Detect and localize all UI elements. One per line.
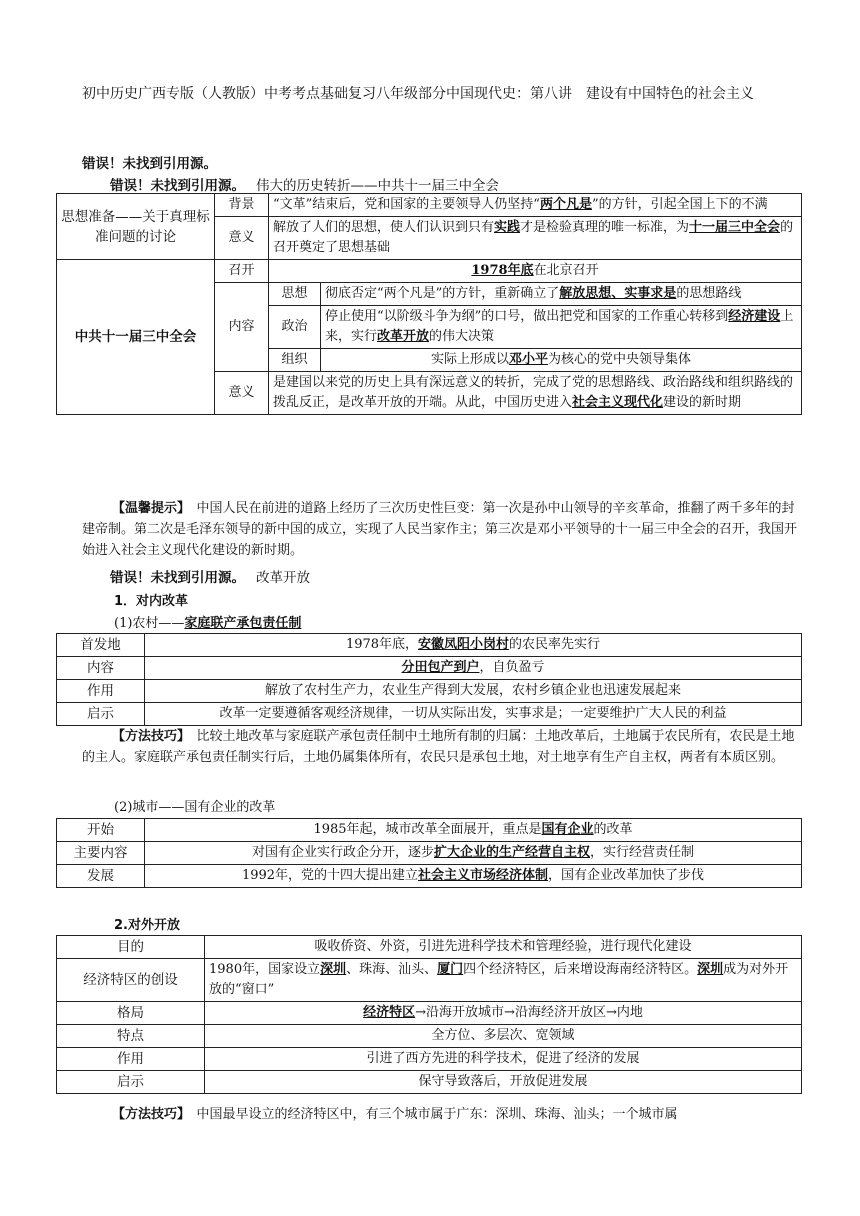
- cell-origin: 1978年底，安徽凤阳小岗村的农民率先实行: [145, 634, 802, 657]
- label-content-2: 内容: [57, 657, 145, 680]
- cell-convene: 1978年底在北京召开: [269, 260, 802, 283]
- label-origin: 首发地: [57, 634, 145, 657]
- cell-effect: 解放了农村生产力，农业生产得到大发展，农村乡镇企业也迅速发展起来: [145, 680, 802, 703]
- cell-background: “文革”结束后，党和国家的主要领导人仍坚持“两个凡是”的方针，引起全国上下的不满: [269, 194, 802, 217]
- section2-heading: [110, 566, 310, 586]
- subheading-domestic: 1．对内改革: [114, 594, 189, 609]
- error-ref: 错误！未找到引用源。: [110, 178, 239, 194]
- label-politics: 政治: [269, 306, 321, 349]
- cell-significance-1: 解放了人们的思想，使人们认识到只有实践才是检验真理的唯一标准，为十一届三中全会的召开奠定了思想基础: [269, 217, 802, 260]
- label-start: 开始: [57, 819, 145, 842]
- tip-warm-reminder: 【温馨提示】 中国人民在前进的道路上经历了三次历史性巨变：第一次是孙中山领导的辛亥革命，推翻了两千多年的封建帝制。第二次是毛泽东领导的新中国的成立，实现了人民当家作主；第三次是邓小平领导的十一届三中全会的召开，我国开始进入社会主义现代化建设的新时期。: [82, 501, 798, 558]
- label-significance-1: 意义: [215, 217, 269, 260]
- tip-method-2: 【方法技巧】 中国最早设立的经济特区中，有三个城市属于广东：深圳、珠海、汕头；一个城市属: [112, 1107, 678, 1122]
- third-plenum-table: [56, 193, 802, 415]
- rural-reform-table: [56, 633, 802, 726]
- label-development: 发展: [57, 865, 145, 888]
- label-lesson-2: 启示: [57, 1071, 205, 1094]
- document-title: 初中历史广西专版（人教版）中考考点基础复习八年级部分中国现代史：第八讲 建设有中国特色的社会主义: [82, 86, 754, 102]
- cell-lesson-2: 保守导致落后，开放促进发展: [205, 1071, 802, 1094]
- label-effect: 作用: [57, 680, 145, 703]
- cell-pattern: 经济特区→沿海开放城市→沿海经济开放区→内地: [205, 1002, 802, 1025]
- label-purpose: 目的: [57, 936, 205, 959]
- cell-ideology: 彻底否定“两个凡是”的方针，重新确立了解放思想、实事求是的思想路线: [321, 283, 802, 306]
- section1-heading: [110, 174, 499, 194]
- cell-features: 全方位、多层次、宽领域: [205, 1025, 802, 1048]
- label-organization: 组织: [269, 349, 321, 372]
- opening-up-table: [56, 935, 802, 1094]
- cell-sez: 1980年，国家设立深圳、珠海、汕头、厦门四个经济特区，后来增设海南经济特区。深圳成为对外开放的“窗口”: [205, 959, 802, 1002]
- error-ref-2: 错误！未找到引用源。: [110, 570, 239, 586]
- section2-title: 改革开放: [256, 570, 311, 586]
- cell-significance-2: 是建国以来党的历史上具有深远意义的转折，完成了党的思想路线、政治路线和组织路线的拨乱反正，是改革开放的开端。从此，中国历史进入社会主义现代化建设的新时期: [269, 372, 802, 415]
- cell-content-2: 分田包产到户，自负盈亏: [145, 657, 802, 680]
- tip-method-1: 【方法技巧】 比较土地改革与家庭联产承包责任制中土地所有制的归属：土地改革后，土地属于农民所有，农民是土地的主人。家庭联产承包责任制实行后，土地仍属集体所有，农民只是承包土地，对土地享有生产自主权，两者有本质区别。: [82, 729, 795, 765]
- cell-lesson: 改革一定要遵循客观经济规律，一切从实际出发，实事求是；一定要维护广大人民的利益: [145, 703, 802, 726]
- label-lesson: 启示: [57, 703, 145, 726]
- label-features: 特点: [57, 1025, 205, 1048]
- urban-reform-table: [56, 818, 802, 888]
- label-sez: 经济特区的创设: [57, 959, 205, 1002]
- label-effect-2: 作用: [57, 1048, 205, 1071]
- error-heading: 错误！未找到引用源。: [82, 156, 217, 172]
- left-label-thought-prep: 思想准备——关于真理标准问题的讨论: [57, 194, 215, 260]
- cell-effect-2: 引进了西方先进的科学技术，促进了经济的发展: [205, 1048, 802, 1071]
- left-label-plenum: 中共十一届三中全会: [57, 260, 215, 415]
- cell-main-content: 对国有企业实行政企分开，逐步扩大企业的生产经营自主权，实行经营责任制: [145, 842, 802, 865]
- label-convene: 召开: [215, 260, 269, 283]
- cell-politics: 停止使用“以阶级斗争为纲”的口号，做出把党和国家的工作重心转移到经济建设上来，实行改革开放的伟大决策: [321, 306, 802, 349]
- cell-organization: 实际上形成以邓小平为核心的党中央领导集体: [321, 349, 802, 372]
- cell-purpose: 吸收侨资、外资，引进先进科学技术和管理经验，进行现代化建设: [205, 936, 802, 959]
- label-background: 背景: [215, 194, 269, 217]
- cell-development: 1992年，党的十四大提出建立社会主义市场经济体制，国有企业改革加快了步伐: [145, 865, 802, 888]
- cell-start: 1985年起，城市改革全面展开，重点是国有企业的改革: [145, 819, 802, 842]
- label-pattern: 格局: [57, 1002, 205, 1025]
- subheading-urban: (2)城市——国有企业的改革: [114, 800, 276, 815]
- subheading-opening: 2.对外开放: [114, 918, 180, 933]
- subheading-rural: (1)农村——家庭联产承包责任制: [114, 616, 302, 631]
- label-ideology: 思想: [269, 283, 321, 306]
- label-main-content: 主要内容: [57, 842, 145, 865]
- section1-title: 伟大的历史转折——中共十一届三中全会: [256, 178, 500, 194]
- label-content: 内容: [215, 283, 269, 372]
- label-significance-2: 意义: [215, 372, 269, 415]
